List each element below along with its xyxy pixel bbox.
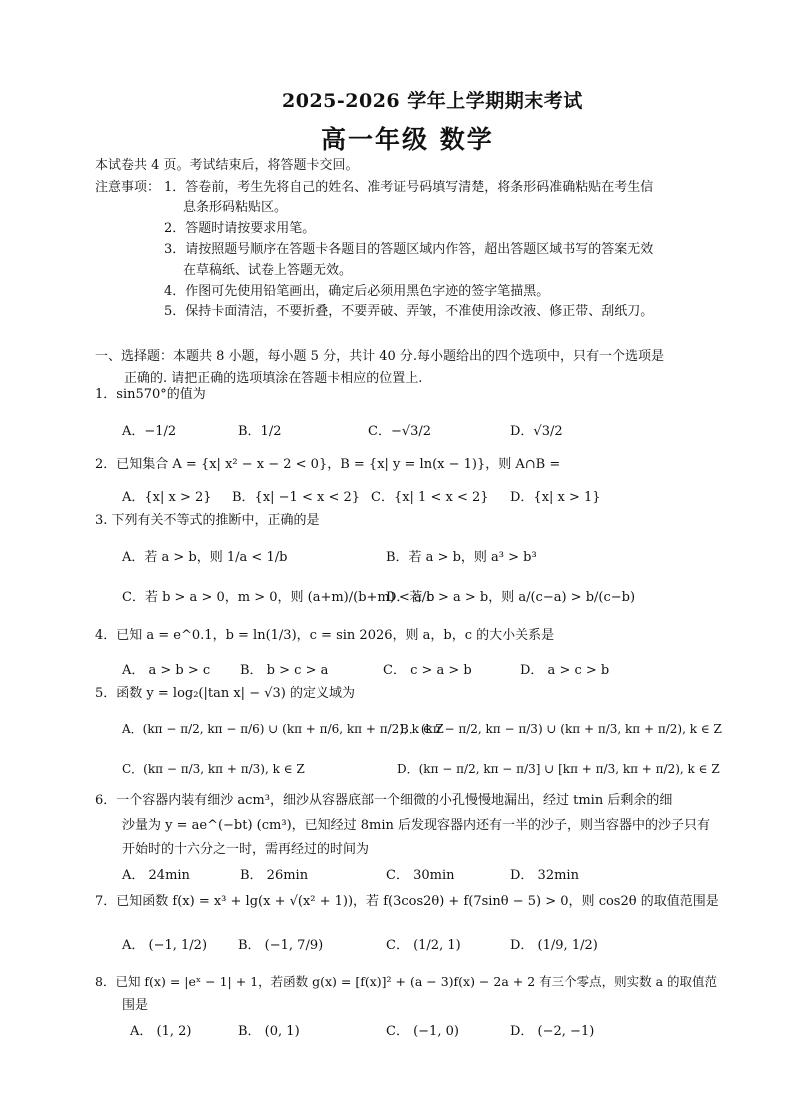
note-item-3: 3．请按照题号顺序在答题卡各题目的答题区域内作答，超出答题区域书写的答案无效 (164, 242, 654, 257)
q5-option-c: C．(kπ − π/3, kπ + π/3), k ∈ Z (122, 762, 305, 776)
q4-option-b: B． b > c > a (240, 663, 329, 678)
q2-option-a: A．{x| x > 2} (122, 490, 212, 505)
intro-text: 本试卷共 4 页。考试结束后，将答题卡交回。 (95, 158, 359, 173)
question-5-stem: 5．函数 y = log₂(|tan x| − √3) 的定义域为 (95, 686, 355, 701)
q8-option-d: D． (−2, −1) (510, 1024, 595, 1039)
q3-option-d: D．若 c > a > b，则 a/(c−a) > b/(c−b) (386, 590, 636, 605)
q2-option-b: B．{x| −1 < x < 2} (232, 490, 361, 505)
subject-title: 高一年级 数学 (321, 125, 494, 154)
note-item-2: 2．答题时请按要求用笔。 (164, 221, 316, 236)
q4-option-d: D． a > c > b (520, 663, 610, 678)
q1-option-d: D．√3/2 (510, 424, 563, 439)
q4-option-a: A． a > b > c (122, 663, 211, 678)
question-1-stem: 1．sin570°的值为 (95, 387, 206, 402)
q5-option-b: B．(kπ − π/2, kπ − π/3) ∪ (kπ + π/3, kπ + π/2), k ∈ Z (400, 722, 722, 736)
q7-option-a: A． (−1, 1/2) (122, 938, 208, 953)
q3-option-a: A．若 a > b，则 1/a < 1/b (122, 550, 288, 565)
exam-title: 2025-2026 学年上学期期末考试 (282, 90, 583, 112)
q2-option-c: C．{x| 1 < x < 2} (371, 490, 489, 505)
q6-option-d: D． 32min (510, 868, 579, 883)
q1-option-b: B．1/2 (238, 424, 282, 439)
q8-option-a: A． (1, 2) (130, 1024, 192, 1039)
question-7-stem: 7．已知函数 f(x) = x³ + lg(x + √(x² + 1))，若 f(3cos2θ) + f(7sinθ − 5) > 0，则 cos2θ 的取值范围是 (95, 894, 719, 909)
note-item-4: 4．作图可先使用铅笔画出，确定后必须用黑色字迹的签字笔描黑。 (164, 284, 550, 299)
note-item-1-cont: 息条形码粘贴区。 (183, 200, 288, 215)
question-2-stem: 2．已知集合 A = {x| x² − x − 2 < 0}，B = {x| y = ln(x − 1)}，则 A∩B = (95, 457, 561, 472)
q4-option-c: C． c > a > b (383, 663, 472, 678)
q8-option-b: B． (0, 1) (238, 1024, 300, 1039)
q6-option-c: C． 30min (386, 868, 455, 883)
q6-option-b: B． 26min (240, 868, 309, 883)
section-heading-cont: 正确的. 请把正确的选项填涂在答题卡相应的位置上. (124, 371, 423, 386)
q7-option-d: D． (1/9, 1/2) (510, 938, 598, 953)
q3-option-c: C．若 b > a > 0，m > 0，则 (a+m)/(b+m) < a/b (122, 590, 435, 605)
q3-option-b: B．若 a > b，则 a³ > b³ (386, 550, 537, 565)
q1-option-c: C．−√3/2 (368, 424, 432, 439)
q5-option-d: D．(kπ − π/2, kπ − π/3] ∪ [kπ + π/3, kπ + π/2), k ∈ Z (397, 762, 720, 776)
q5-option-a: A．(kπ − π/2, kπ − π/6) ∪ (kπ + π/6, kπ + π/2), k ∈ Z (122, 722, 444, 736)
note-item-3-cont: 在草稿纸、试卷上答题无效。 (183, 263, 353, 278)
notes-label: 注意事项： (95, 180, 161, 195)
q7-option-b: B． (−1, 7/9) (238, 938, 324, 953)
q8-option-c: C． (−1, 0) (386, 1024, 459, 1039)
note-item-5: 5．保持卡面清洁，不要折叠，不要弄破、弄皱，不准使用涂改液、修正带、刮纸刀。 (164, 304, 654, 319)
question-6-stem-line2: 沙量为 y = ae^(−bt) (cm³)，已知经过 8min 后发现容器内还有一半的沙子，则当容器中的沙子只有 (122, 818, 711, 833)
q1-option-a: A．−1/2 (122, 424, 177, 439)
question-8-stem-line1: 8．已知 f(x) = |eˣ − 1| + 1，若函数 g(x) = [f(x)]² + (a − 3)f(x) − 2a + 2 有三个零点，则实数 a 的取值范 (95, 974, 718, 989)
question-4-stem: 4．已知 a = e^0.1，b = ln(1/3)，c = sin 2026，则 a，b，c 的大小关系是 (95, 628, 555, 643)
q6-option-a: A． 24min (122, 868, 190, 883)
q7-option-c: C． (1/2, 1) (386, 938, 461, 953)
note-item-1: 1．答卷前，考生先将自己的姓名、准考证号码填写清楚，将条形码准确粘贴在考生信 (164, 180, 654, 195)
question-8-stem-line2: 围是 (122, 998, 149, 1013)
q2-option-d: D．{x| x > 1} (510, 490, 601, 505)
question-6-stem-line3: 开始时的十六分之一时，需再经过的时间为 (122, 842, 370, 857)
section-heading: 一、选择题：本题共 8 小题，每小题 5 分，共计 40 分.每小题给出的四个选项中，只有一个选项是 (95, 349, 665, 364)
question-6-stem-line1: 6．一个容器内装有细沙 acm³，细沙从容器底部一个细微的小孔慢慢地漏出，经过 tmin 后剩余的细 (95, 793, 673, 808)
question-3-stem: 3. 下列有关不等式的推断中，正确的是 (95, 513, 320, 528)
